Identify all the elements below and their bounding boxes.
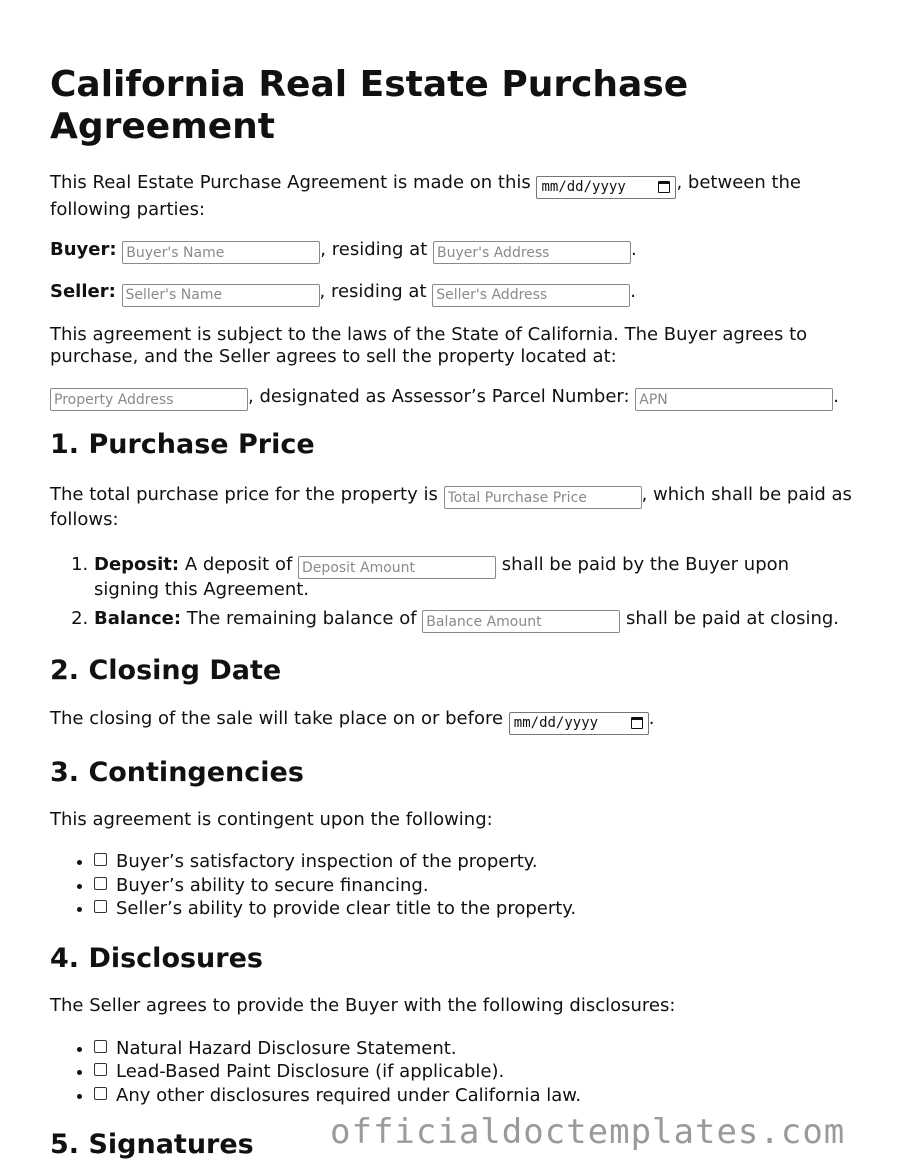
buyer-address-input[interactable] [433,241,631,264]
property-line [50,386,858,412]
closing-text-before: The closing of the sale will take place on or before [50,707,509,729]
price-text-after: , which shall be paid as follows: [50,483,852,531]
contingencies-intro: This agreement is contingent upon the following: [50,808,493,830]
buyer-residing-text: , residing at [320,238,433,260]
seller-name-input[interactable] [122,284,320,307]
intro-paragraph [50,172,858,222]
checkbox-icon[interactable] [94,853,107,866]
list-item [94,1061,858,1084]
checkbox-icon[interactable] [94,1063,107,1076]
disclosures-list [50,1038,858,1108]
checkbox-icon[interactable] [94,900,107,913]
intro-text-after: , between the following parties: [50,172,802,221]
balance-text-before: The remaining balance of [181,607,423,629]
apn-input[interactable] [635,388,833,411]
calendar-icon[interactable] [631,717,643,729]
seller-label: Seller: [50,281,116,303]
contingencies-list [50,851,858,921]
intro-text-before: This Real Estate Purchase Agreement is made on this [50,172,537,194]
seller-residing-text: , residing at [319,281,433,303]
property-address-input[interactable] [50,388,248,411]
buyer-name-input[interactable] [122,241,320,264]
seller-line [50,281,858,307]
calendar-icon[interactable] [658,181,670,193]
agreement-date-input[interactable] [536,176,676,199]
section-heading-closing-date: 2. Closing Date [50,655,282,687]
disclosure-text: Lead-Based Paint Disclosure (if applicable). [116,1061,505,1083]
contingency-text: Buyer’s ability to secure financing. [116,874,429,896]
closing-date-paragraph [50,708,858,735]
closing-line-end: . [648,707,655,729]
deposit-amount-input[interactable] [298,556,496,579]
list-item [94,1038,858,1061]
list-item [94,1085,858,1108]
deposit-text-before: A deposit of [179,553,299,575]
property-line-end: . [833,385,840,407]
disclosure-text: Any other disclosures required under California law. [116,1084,582,1106]
total-purchase-price-input[interactable] [444,486,642,509]
balance-label: Balance: [94,607,182,629]
deposit-label: Deposit: [94,553,180,575]
payment-list [50,554,858,634]
section-heading-disclosures: 4. Disclosures [50,942,263,974]
agreement-date-placeholder: mm/dd/yyyy [541,179,626,196]
buyer-label: Buyer: [50,238,117,260]
disclosure-text: Natural Hazard Disclosure Statement. [116,1037,457,1059]
closing-date-input[interactable] [509,712,649,735]
apn-text: , designated as Assessor’s Parcel Number: [248,385,636,407]
purchase-price-paragraph [50,484,858,532]
checkbox-icon[interactable] [94,877,107,890]
seller-line-end: . [630,281,636,303]
list-item [94,875,858,898]
closing-date-placeholder: mm/dd/yyyy [513,714,599,731]
law-paragraph: This agreement is subject to the laws of the State of California. The Buyer agrees to purchase, and the Seller agrees to sell the property located at: [50,323,808,368]
agreement-document [50,0,858,1162]
seller-address-input[interactable] [432,284,630,307]
section-heading-purchase-price: 1. Purchase Price [50,429,315,461]
deposit-text-after: shall be paid by the Buyer upon signing this Agreement. [94,553,790,601]
checkbox-icon[interactable] [94,1040,107,1053]
section-heading-signatures: 5. Signatures [50,1129,254,1161]
contingency-text: Seller’s ability to provide clear title to the property. [116,898,577,920]
balance-text-after: shall be paid at closing. [620,607,840,629]
disclosures-intro: The Seller agrees to provide the Buyer with the following disclosures: [50,995,676,1017]
checkbox-icon[interactable] [94,1087,107,1100]
buyer-line-end: . [631,238,637,260]
payment-item-deposit [94,554,858,602]
payment-item-balance [94,608,858,634]
balance-amount-input[interactable] [422,610,620,633]
list-item [94,851,858,874]
list-item [94,898,858,921]
price-text-before: The total purchase price for the property is [50,483,444,505]
watermark: officialdoctemplates.com [330,1112,846,1152]
section-heading-contingencies: 3. Contingencies [50,756,304,788]
buyer-line [50,239,858,265]
page-title: California Real Estate Purchase Agreement [50,64,689,148]
contingency-text: Buyer’s satisfactory inspection of the property. [116,851,538,873]
